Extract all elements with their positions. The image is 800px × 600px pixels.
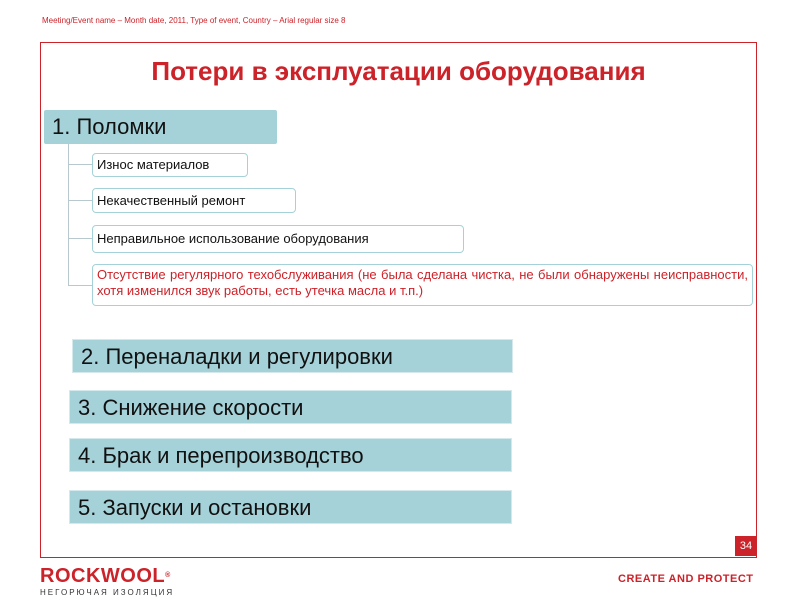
tree-branch-2: [68, 200, 92, 201]
logo-registered-mark: ®: [165, 572, 171, 579]
rockwool-logo: [40, 566, 174, 597]
tree-branch-3: [68, 238, 92, 239]
sub-item-misuse: Неправильное использование оборудования: [92, 225, 464, 253]
section-defects: 4. Брак и перепроизводство: [69, 438, 512, 472]
slide-title: Потери в эксплуатации оборудования: [151, 56, 646, 86]
sub-item-poor-repair: Некачественный ремонт: [92, 188, 296, 213]
main-item-breakdowns: 1. Поломки: [44, 110, 277, 144]
page-number: 34: [735, 536, 757, 556]
logo-wordmark: [40, 566, 174, 586]
section-startups: 5. Запуски и остановки: [69, 490, 512, 524]
sub-item-material-wear: Износ материалов: [92, 153, 248, 177]
tree-branch-1: [68, 164, 92, 165]
tree-branch-4: [68, 285, 92, 286]
section-changeovers: 2. Переналадки и регулировки: [72, 339, 513, 373]
logo-subtitle: НЕГОРЮЧАЯ ИЗОЛЯЦИЯ: [40, 588, 175, 597]
section-speed-reduction: 3. Снижение скорости: [69, 390, 512, 424]
tagline: CREATE AND PROTECT: [618, 573, 754, 585]
tree-vertical-line: [68, 144, 69, 285]
logo-text: ROCKWOOL: [40, 565, 166, 587]
sub-item-no-maintenance: Отсутствие регулярного техобслуживания (не была сделана чистка, не были обнаружены неисправности, хотя изменился звук работы, есть утечка масла и т.п.): [92, 264, 753, 306]
meeting-header: Meeting/Event name – Month date, 2011, Type of event, Country – Arial regular size 8: [42, 16, 346, 25]
